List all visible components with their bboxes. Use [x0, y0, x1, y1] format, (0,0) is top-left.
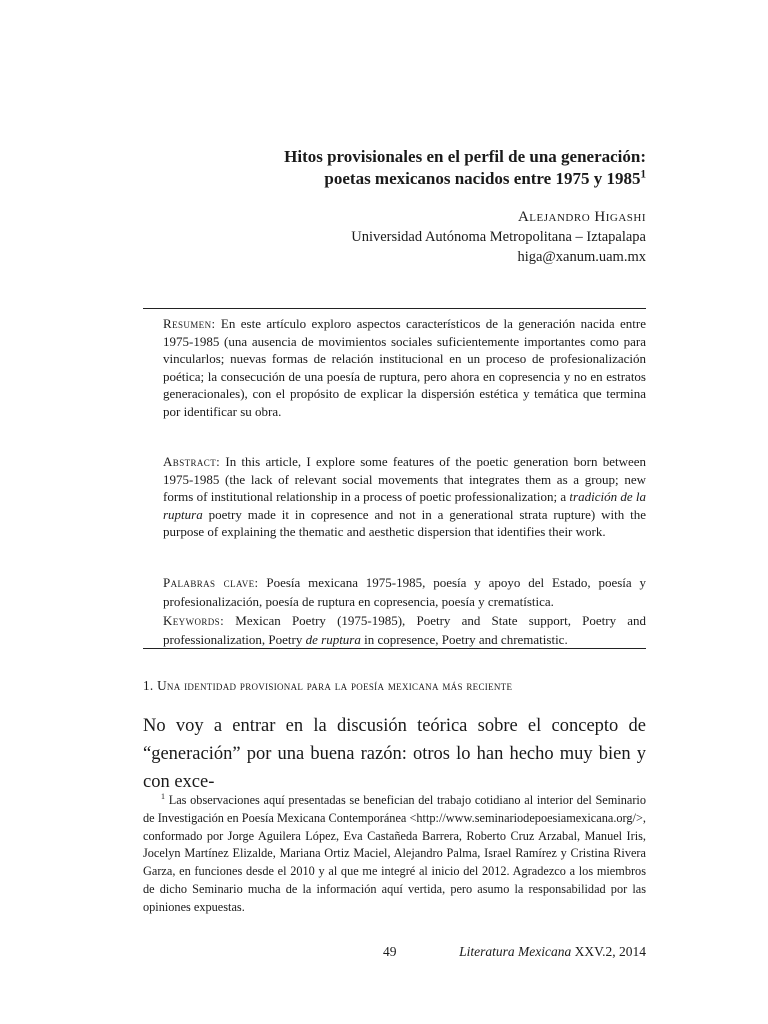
bottom-rule [143, 648, 646, 649]
article-title [143, 146, 646, 190]
author-affiliation: Universidad Autónoma Metropolitana – Iztapalapa [351, 229, 646, 245]
keywords-text-b: in copresence, Poetry and chrematistic. [364, 632, 568, 647]
footnote-mark: 1 [161, 791, 165, 801]
footnote-text: Las observaciones aquí presentadas se benefician del trabajo cotidiano al interior del Seminario de Investigación en Poesía Mexicana Contemporánea <http://www.seminariodepoesiamexicana.org/>, conformado por Jorge Aguilera López, Eva Castañeda Barrera, Roberto Cruz Arzabal, Manuel Iris, Jocelyn Martínez Elizalde, Mariana Ortiz Maciel, Alejandro Palma, Israel Ramírez y Cristina Rivera Garza, en funciones desde el 2010 y al que me integré al inicio del 2012. Agradezco a los miembros de dicho Seminario mucha de la información aquí vertida, pero asumo la responsabilidad por las opiniones expuestas. [143, 793, 646, 914]
author-email[interactable]: higa@xanum.uam.mx [517, 249, 646, 265]
abstract-text-a: In this article, I explore some features of the poetic generation born between 1975-1985 (the lack of relevant social movements that integrates them as a group; new forms of institutional relationship in a process of poetic professionalization; a [163, 454, 647, 504]
section-heading: 1. Una identidad provisional para la poesía mexicana más reciente [143, 678, 513, 693]
keywords-text-a: Mexican Poetry (1975-1985), Poetry and State support, Poetry and professionalization, Poetry [163, 613, 647, 647]
title-line-2: poetas mexicanos nacidos entre 1975 y 1985 [324, 169, 641, 188]
resumen-label: Resumen: [163, 316, 216, 331]
page-number: 49 [383, 944, 397, 959]
title-footnote-mark[interactable]: 1 [640, 168, 646, 181]
footnote [143, 792, 646, 917]
abstract-italic: tradición de la ruptura [163, 489, 647, 522]
keywords-italic: de ruptura [305, 632, 361, 647]
author-name: Alejandro Higashi [517, 209, 646, 225]
page-footer [143, 944, 646, 964]
top-rule [143, 308, 646, 309]
keywords-block [163, 573, 646, 649]
abstract-label: Abstract: [163, 454, 221, 469]
article-page [143, 0, 646, 1024]
journal-issue: XXV.2, 2014 [574, 944, 646, 959]
journal-citation [459, 944, 646, 960]
journal-name: Literatura Mexicana [459, 944, 572, 959]
abstract-block [163, 453, 646, 541]
resumen-block [163, 315, 646, 420]
palabras-clave-text: Poesía mexicana 1975-1985, poesía y apoyo del Estado, poesía y profesionalización, poesía de ruptura en copresencia, poesía y crematística. [163, 575, 646, 609]
keywords-label: Keywords: [163, 613, 225, 628]
author-block [143, 207, 646, 267]
title-line-1: Hitos provisionales en el perfil de una generación: [284, 147, 646, 166]
abstract-text-b: poetry made it in copresence and not in a generational strata rupture) with the purpose of explaining the thematic and aesthetic dispersion that identifies their work. [163, 506, 647, 539]
palabras-clave-label: Palabras clave: [163, 575, 259, 590]
body-paragraph: No voy a entrar en la discusión teórica sobre el concepto de “generación” por una buena razón: otros lo han hecho muy bien y con exce- [143, 716, 646, 792]
resumen-text: En este artículo exploro aspectos característicos de la generación nacida entre 1975-1985 (una ausencia de movimientos sociales suficientemente importantes como para vincularlos; nuevas formas de relación institucional en un proceso de profesionalización poética; la consecución de una poesía de ruptura, pero ahora en copresencia y no en estratos generacionales), con el propósito de explicar la dispersión estética y temática que termina por identificar su obra. [163, 316, 646, 419]
